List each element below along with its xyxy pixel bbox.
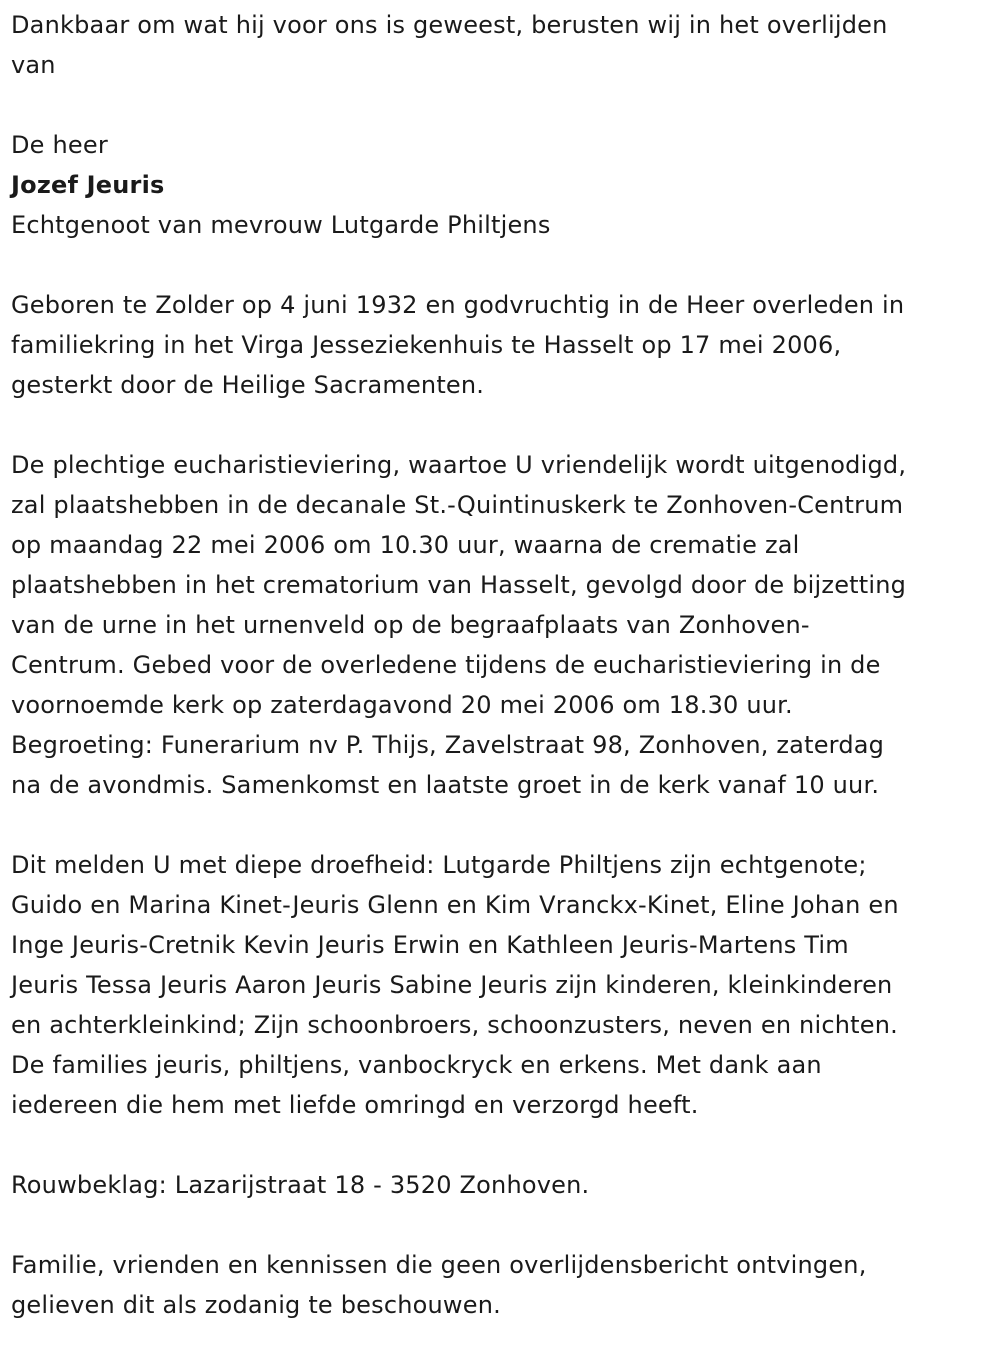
ceremony-paragraph [11,445,996,805]
condolence-paragraph [11,1165,996,1205]
ceremony-line: plaatshebben in het crematorium van Hasselt, gevolgd door de bijzetting [11,571,907,599]
birth-death-paragraph [11,285,996,405]
ceremony-line: De plechtige eucharistieviering, waartoe U vriendelijk wordt uitgenodigd, [11,451,907,479]
intro-line: van [11,51,56,79]
ceremony-line: van de urne in het urnenveld op de begraafplaats van Zonhoven- [11,611,810,639]
ceremony-line: zal plaatshebben in de decanale St.-Quintinuskerk te Zonhoven-Centrum [11,491,904,519]
family-line: Dit melden U met diepe droefheid: Lutgarde Philtjens zijn echtgenote; [11,851,867,879]
deceased-block [11,125,996,245]
spouse-line: Echtgenoot van mevrouw Lutgarde Philtjens [11,211,551,239]
family-line: Inge Jeuris-Cretnik Kevin Jeuris Erwin en Kathleen Jeuris-Martens Tim [11,931,849,959]
ceremony-line: na de avondmis. Samenkomst en laatste groet in de kerk vanaf 10 uur. [11,771,880,799]
family-paragraph [11,845,996,1125]
salutation: De heer [11,131,108,159]
family-line: Jeuris Tessa Jeuris Aaron Jeuris Sabine Jeuris zijn kinderen, kleinkinderen [11,971,893,999]
closing-line: gelieven dit als zodanig te beschouwen. [11,1291,501,1319]
family-line: De families jeuris, philtjens, vanbockryck en erkens. Met dank aan [11,1051,822,1079]
intro-paragraph [11,5,996,85]
closing-line: Familie, vrienden en kennissen die geen overlijdensbericht ontvingen, [11,1251,867,1279]
birth-death-line: familiekring in het Virga Jesseziekenhuis te Hasselt op 17 mei 2006, [11,331,842,359]
obituary-document [11,5,996,1325]
birth-death-line: Geboren te Zolder op 4 juni 1932 en godvruchtig in de Heer overleden in [11,291,905,319]
condolence-address: Rouwbeklag: Lazarijstraat 18 - 3520 Zonhoven. [11,1171,590,1199]
family-line: en achterkleinkind; Zijn schoonbroers, schoonzusters, neven en nichten. [11,1011,898,1039]
intro-line: Dankbaar om wat hij voor ons is geweest, berusten wij in het overlijden [11,11,888,39]
ceremony-line: Begroeting: Funerarium nv P. Thijs, Zavelstraat 98, Zonhoven, zaterdag [11,731,885,759]
ceremony-line: voornoemde kerk op zaterdagavond 20 mei 2006 om 18.30 uur. [11,691,793,719]
ceremony-line: Centrum. Gebed voor de overledene tijdens de eucharistieviering in de [11,651,881,679]
birth-death-line: gesterkt door de Heilige Sacramenten. [11,371,485,399]
family-line: Guido en Marina Kinet-Jeuris Glenn en Kim Vranckx-Kinet, Eline Johan en [11,891,899,919]
family-line: iedereen die hem met liefde omringd en verzorgd heeft. [11,1091,699,1119]
ceremony-line: op maandag 22 mei 2006 om 10.30 uur, waarna de crematie zal [11,531,800,559]
closing-paragraph [11,1245,996,1325]
deceased-name: Jozef Jeuris [11,171,165,199]
